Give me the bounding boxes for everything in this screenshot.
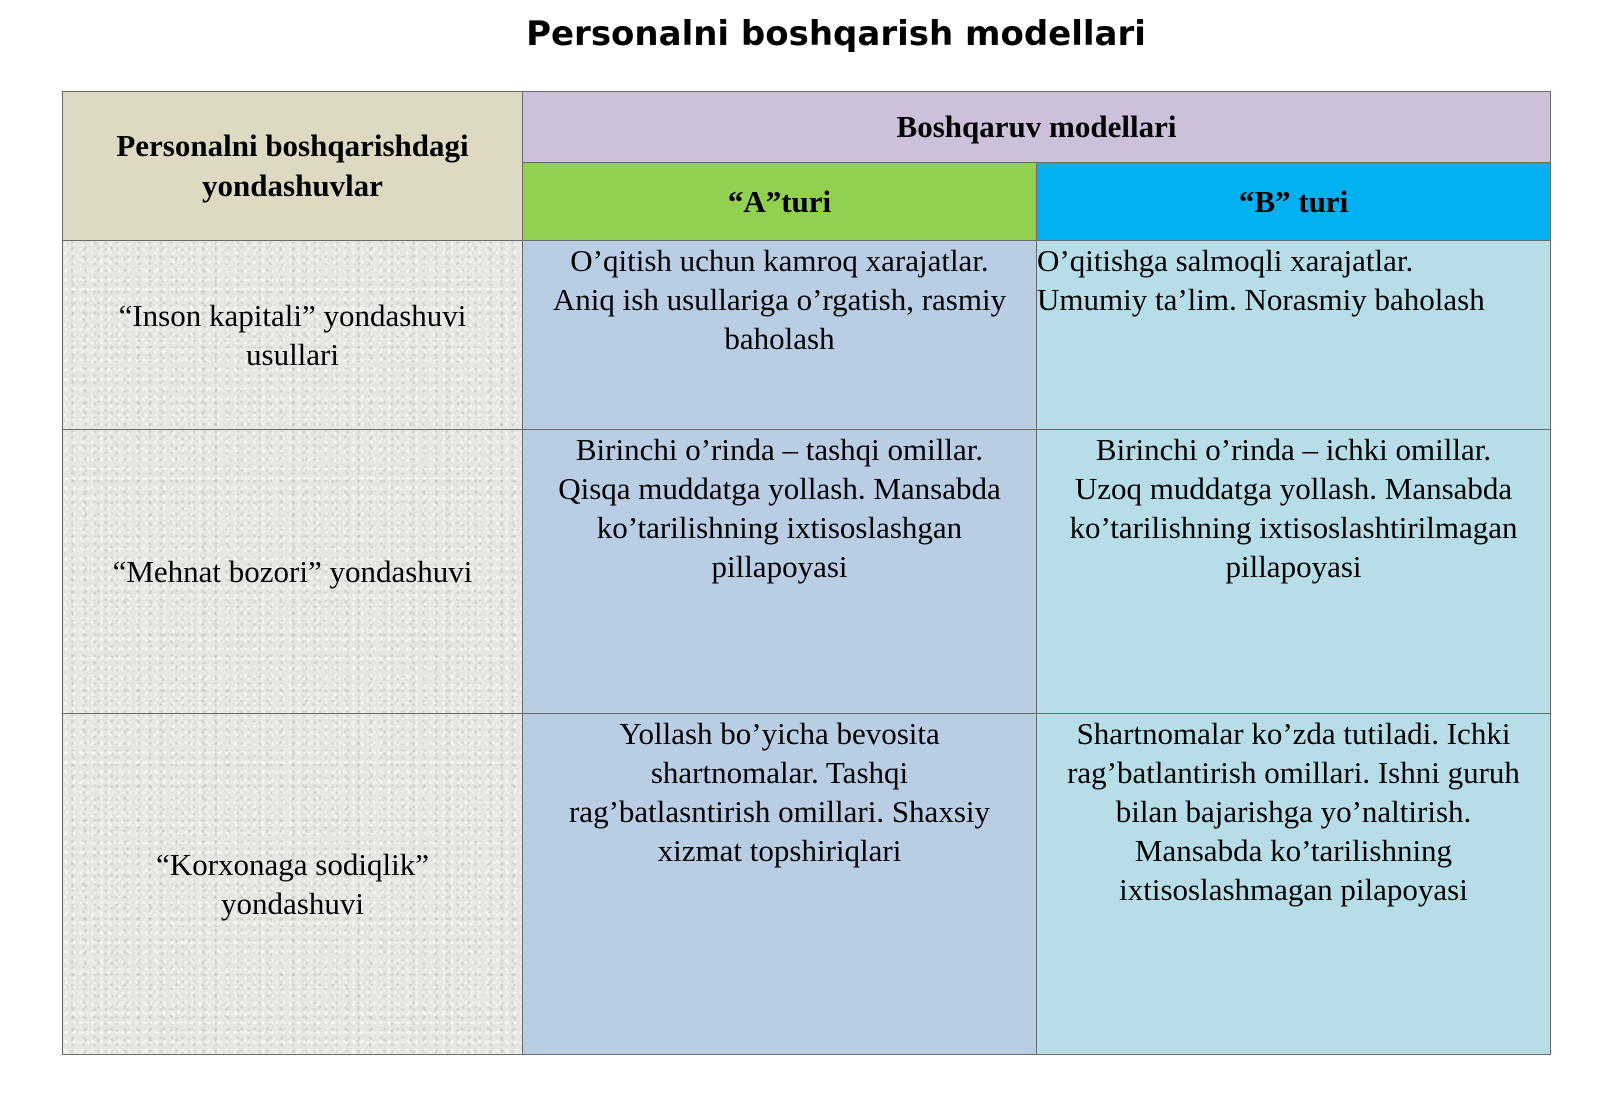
type-b-cell (1037, 241, 1551, 430)
corner-header-line: yondashuvlar (202, 168, 383, 203)
group-header-cell: Boshqaruv modellari (523, 92, 1551, 163)
row-label-cell (63, 714, 523, 1055)
type-a-cell (523, 714, 1037, 1055)
cell-line: Umumiy ta’lim. Norasmiy baholash (1037, 282, 1485, 317)
cell-line: O’qitishga salmoqli xarajatlar. (1037, 243, 1414, 278)
column-a-header: “A”turi (523, 163, 1037, 241)
cell-line: Shartnomalar ko’zda tutiladi. Ichki (1076, 716, 1511, 751)
row-label-cell (63, 241, 523, 430)
models-table (62, 91, 1551, 1055)
type-b-cell (1037, 430, 1551, 714)
cell-line: pillapoyasi (1225, 549, 1362, 584)
cell-line: Qisqa muddatga yollash. Mansabda (558, 471, 1001, 506)
table-row (63, 714, 1551, 1055)
row-label-line: “Inson kapitali” yondashuvi (118, 298, 467, 333)
cell-line: bilan bajarishga yo’naltirish. (1115, 794, 1472, 829)
table-row (63, 430, 1551, 714)
cell-line: Mansabda ko’tarilishning (1134, 833, 1453, 868)
cell-line: xizmat topshiriqlari (657, 833, 902, 868)
corner-header-line: Personalni boshqarishdagi (116, 128, 469, 163)
row-label-line: “Korxonaga sodiqlik” (156, 847, 429, 882)
cell-line: shartnomalar. Tashqi (650, 755, 909, 790)
row-label-line: “Mehnat bozori” yondashuvi (112, 554, 473, 589)
row-label-line: usullari (246, 337, 339, 372)
cell-line: ixtisoslashmagan pilapoyasi (1119, 872, 1468, 907)
cell-line: Uzoq muddatga yollash. Mansabda (1074, 471, 1513, 506)
cell-line: Birinchi o’rinda – ichki omillar. (1095, 432, 1492, 467)
type-b-cell (1037, 714, 1551, 1055)
column-b-header: “B” turi (1037, 163, 1551, 241)
cell-line: baholash (724, 321, 835, 356)
cell-line: rag’batlasntirish omillari. Shaxsiy (568, 794, 990, 829)
cell-line: Aniq ish usullariga o’rgatish, rasmiy (552, 282, 1007, 317)
page-title: Personalni boshqarish modellari (526, 14, 1146, 54)
cell-line: ko’tarilishning ixtisoslashgan (596, 510, 963, 545)
cell-line: Birinchi o’rinda – tashqi omillar. (575, 432, 984, 467)
row-label-cell (63, 430, 523, 714)
table-header-row-group (63, 92, 1551, 163)
cell-line: O’qitish uchun kamroq xarajatlar. (570, 243, 989, 278)
table-row (63, 241, 1551, 430)
cell-line: ko’tarilishning ixtisoslashtirilmagan (1069, 510, 1518, 545)
row-label-line: yondashuvi (221, 886, 364, 921)
cell-line: pillapoyasi (711, 549, 848, 584)
cell-line: Yollash bo’yicha bevosita (619, 716, 940, 751)
corner-header-cell (63, 92, 523, 241)
type-a-cell (523, 430, 1037, 714)
cell-line: rag’batlantirish omillari. Ishni guruh (1067, 755, 1520, 790)
type-a-cell (523, 241, 1037, 430)
